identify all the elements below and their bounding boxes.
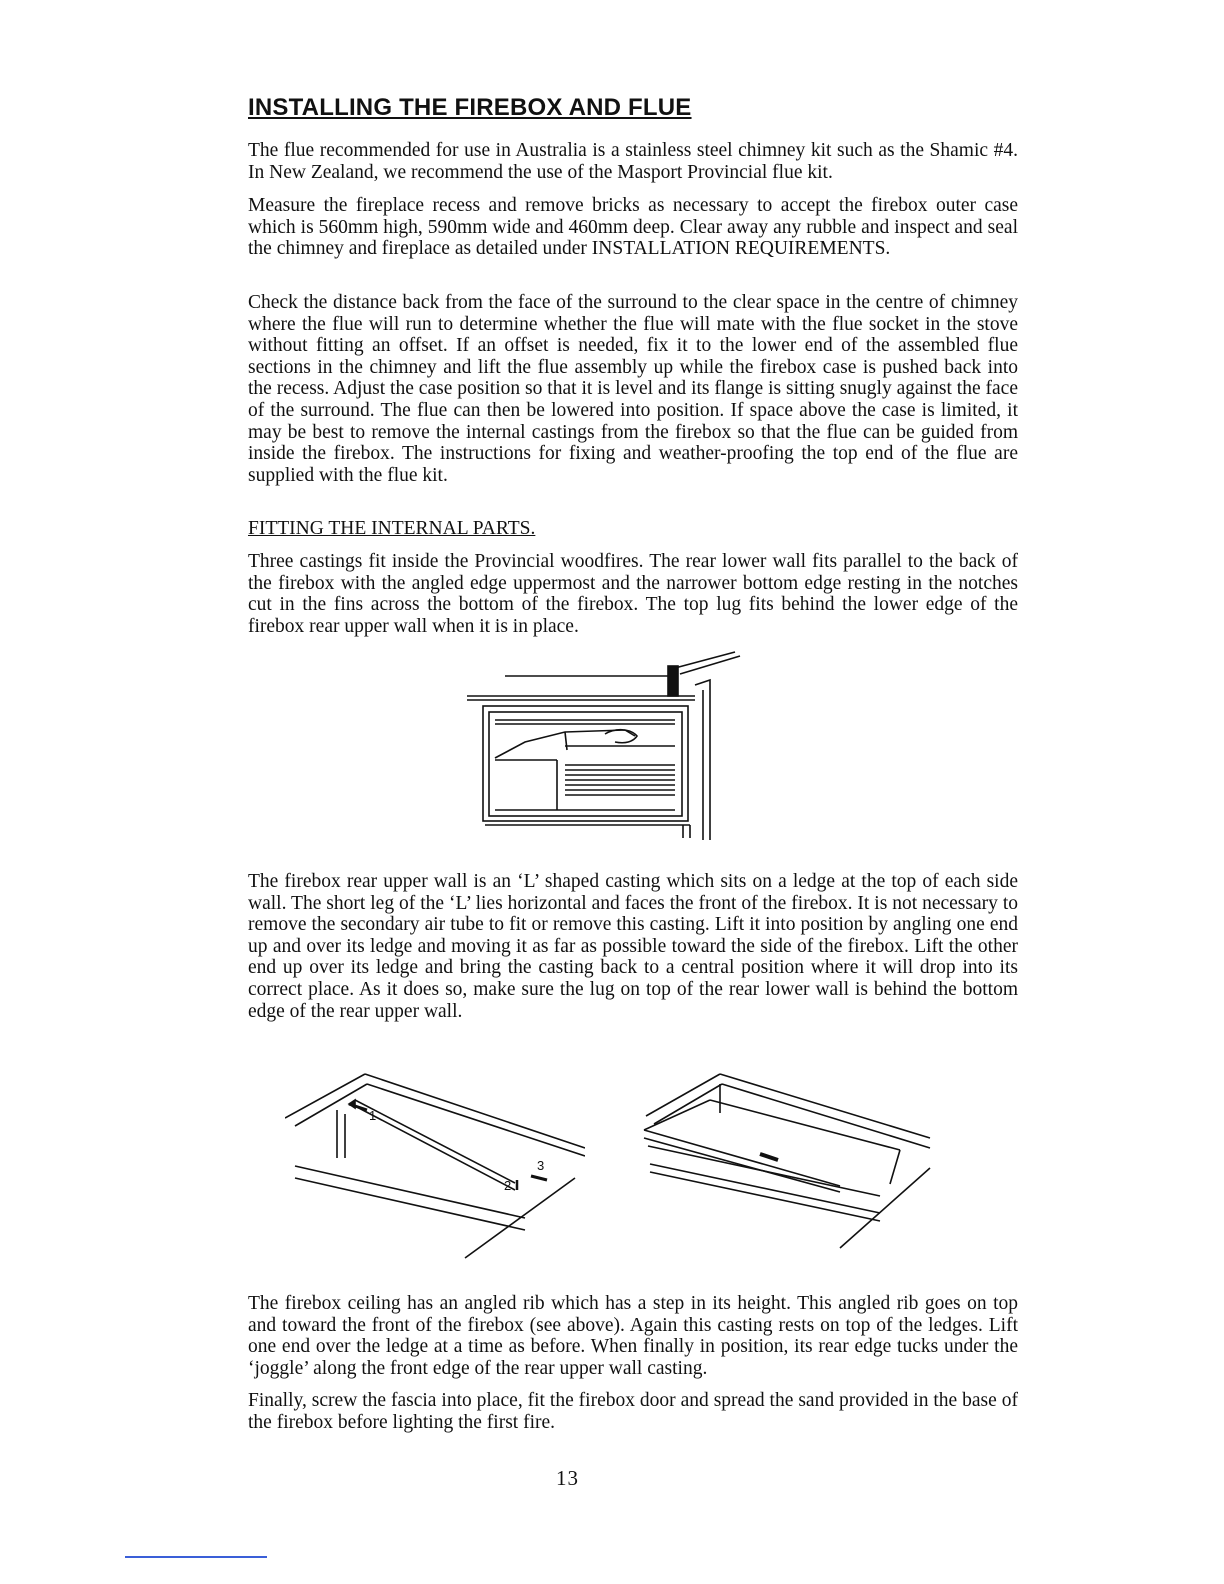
paragraph-finally: Finally, screw the fascia into place, fit the firebox door and spread the sand provided in the base of the firebox before lighting the first fire. bbox=[248, 1390, 1018, 1433]
arrow-label-3: 3 bbox=[537, 1158, 545, 1173]
page-heading: INSTALLING THE FIREBOX AND FLUE bbox=[248, 94, 692, 121]
subheading-internal-parts: FITTING THE INTERNAL PARTS. bbox=[248, 518, 536, 539]
figure-rear-upper-wall bbox=[285, 1068, 585, 1268]
paragraph-measure-recess: Measure the fireplace recess and remove bricks as necessary to accept the firebox outer case which is 560mm high, 590mm wide and 460mm deep. Clear away any rubble and inspect and seal the chimney and fireplace as detailed under INSTALLATION REQUIREMENTS. bbox=[248, 195, 1018, 260]
figure-firebox-insertion bbox=[465, 650, 745, 850]
arrow-label-2: 2 bbox=[504, 1178, 512, 1193]
figure-firebox-ceiling bbox=[640, 1068, 940, 1268]
page-number: 13 bbox=[556, 1466, 579, 1490]
paragraph-rear-upper-wall: The firebox rear upper wall is an ‘L’ shaped casting which sits on a ledge at the top of each side wall. The short leg of the ‘L’ lies horizontal and faces the front of the firebox. It is not necessary to remove the secondary air tube to fit or remove this casting. Lift it into position by angling one end up and over its ledge and moving it as far as possible toward the side of the firebox. Lift the other end up over its ledge and bring the casting back to a central position where it will drop into its correct place. As it does so, make sure the lug on top of the rear lower wall is behind the bottom edge of the rear upper wall. bbox=[248, 871, 1018, 1022]
paragraph-firebox-ceiling: The firebox ceiling has an angled rib which has a step in its height. This angled rib goes on top and toward the front of the firebox (see above). Again this casting rests on top of the ledges. Lift one end over the ledge at a time as before. When finally in position, its rear edge tucks under the ‘joggle’ along the front edge of the rear upper wall casting. bbox=[248, 1293, 1018, 1379]
bottom-rule bbox=[125, 1556, 267, 1558]
arrow-label-1: 1 bbox=[369, 1108, 377, 1123]
paragraph-check-distance: Check the distance back from the face of the surround to the clear space in the centre of chimney where the flue will run to determine whether the flue will mate with the flue socket in the stove without fitting an offset. If an offset is needed, fix it to the lower end of the assembled flue sections in the chimney and lift the flue assembly up while the firebox case is pushed back into the recess. Adjust the case position so that it is level and its flange is sitting snugly against the face of the surround. The flue can then be lowered into position. If space above the case is limited, it may be best to remove the internal castings from the firebox so that the flue can be guided from inside the firebox. The instructions for fixing and weather-proofing the top end of the flue are supplied with the flue kit. bbox=[248, 292, 1018, 486]
paragraph-flue-recommendation: The flue recommended for use in Australia is a stainless steel chimney kit such as the Shamic #4. In New Zealand, we recommend the use of the Masport Provincial flue kit. bbox=[248, 140, 1018, 183]
paragraph-three-castings: Three castings fit inside the Provincial woodfires. The rear lower wall fits parallel to the back of the firebox with the angled edge uppermost and the narrower bottom edge resting in the notches cut in the fins across the bottom of the firebox. The top lug fits behind the lower edge of the firebox rear upper wall when it is in place. bbox=[248, 551, 1018, 637]
